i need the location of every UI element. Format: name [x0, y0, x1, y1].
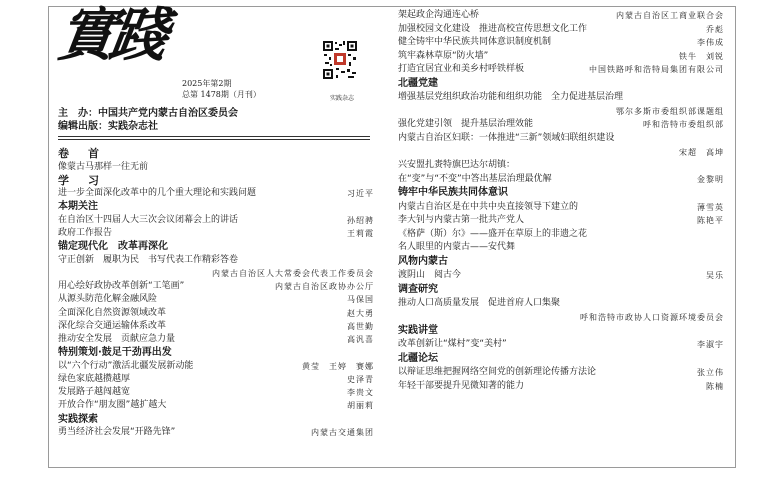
- article-author: 陈艳平: [697, 216, 724, 226]
- article-author: 内蒙古自治区工商业联合会: [616, 11, 724, 20]
- article-author: 王莉霞: [347, 229, 374, 239]
- issue-total: 总第 1478期（月刊）: [182, 90, 261, 99]
- article-title: 政府工作报告: [58, 228, 113, 239]
- article-title: 渡阴山 阅古今: [398, 270, 462, 281]
- article-author: 高汎喜: [347, 335, 374, 344]
- article-author: 吴乐: [706, 271, 724, 281]
- article-title: 强化党建引领 提升基层治理效能: [398, 119, 534, 130]
- article-title: 勇当经济社会发展“开路先锋”: [58, 427, 176, 437]
- section-heading: 实践讲堂: [398, 325, 438, 337]
- article-author: 李贵文: [347, 388, 374, 398]
- section-heading: 锚定现代化 改革再深化: [58, 241, 168, 253]
- article-author: 高世勤: [347, 321, 374, 331]
- logo-calligraphy: 實踐: [53, 1, 167, 69]
- issue-info: [182, 78, 261, 100]
- publisher-line: 编辑出版：实践杂志社: [58, 121, 158, 132]
- section-heading: 铸牢中华民族共同体意识: [398, 187, 508, 199]
- article-author: 薄雪英: [697, 202, 724, 212]
- section-heading: 北疆党建: [398, 78, 438, 89]
- article-author: 史泽青: [347, 374, 374, 384]
- article-title: 推动安全发展 贡献应急力量: [58, 334, 176, 344]
- section-heading: 学 习: [58, 173, 103, 187]
- article-title: 增强基层党组织政治功能和组织功能 全力促进基层治理: [398, 92, 624, 103]
- article-author: 陈楠: [706, 381, 724, 391]
- article-title: 以“六个行动”激活北疆发展新动能: [58, 360, 194, 371]
- article-author: 黄莹 王婷 赛娜: [302, 361, 374, 371]
- article-author: 张立伟: [697, 368, 724, 378]
- article-title: 用心绘好政协改革创新“工笔画”: [58, 281, 185, 292]
- article-author: 宋超 高坤: [679, 147, 724, 157]
- qr-code-icon: [322, 40, 358, 80]
- article-title: 兴安盟扎赉特旗巴达尔胡镇：: [398, 160, 516, 171]
- article-title: 全面深化自然资源领域改革: [58, 307, 167, 318]
- article-author: 内蒙古自治区人大常委会代表工作委员会: [212, 269, 374, 278]
- section-heading: 调查研究: [398, 283, 438, 295]
- article-title: 推动人口高质量发展 促进首府人口集聚: [398, 298, 561, 308]
- magazine-logo: [53, 1, 178, 100]
- article-title: 在自治区十四届人大三次会议闭幕会上的讲话: [58, 214, 239, 225]
- article-author: 呼和浩特市政协人口资源环境委员会: [580, 312, 724, 322]
- section-heading: 北疆论坛: [398, 353, 438, 364]
- article-title: 深化综合交通运输体系改革: [58, 320, 167, 331]
- article-title: 健全铸牢中华民族共同体意识制度机制: [398, 37, 552, 48]
- article-title: 内蒙古自治区是在中共中央直接领导下建立的: [398, 201, 579, 212]
- article-title: 李大钊与内蒙古第一批共产党人: [398, 215, 525, 226]
- article-title: 以辩证思维把握网络空间党的创新理论传播方法论: [398, 367, 597, 378]
- article-title: 守正创新 履职为民 书写代表工作精彩答卷: [58, 254, 239, 265]
- article-title: 发展路子越闯越宽: [58, 387, 131, 398]
- article-title: 架起政企沟通连心桥: [398, 10, 480, 20]
- article-author: 赵大勇: [347, 308, 374, 318]
- article-author: 胡丽莉: [347, 401, 374, 411]
- qr-caption: 实践杂志: [329, 95, 354, 102]
- divider: [58, 136, 370, 137]
- article-author: 孙绍骋: [347, 215, 374, 225]
- article-title: 内蒙古自治区妇联：一体推进“三新”领域妇联组织建设: [398, 133, 615, 143]
- sponsor-line: 主 办：中国共产党内蒙古自治区委员会: [58, 108, 238, 119]
- article-title: 筑牢森林草原“防火墙”: [398, 50, 489, 61]
- article-author: 中国铁路呼和浩特局集团有限公司: [589, 65, 724, 75]
- section-heading: 本期关注: [58, 201, 98, 213]
- article-author: 铁牛 刘锐: [679, 51, 724, 61]
- article-title: 从源头防范化解金融风险: [58, 294, 158, 305]
- article-author: 乔彪: [706, 24, 724, 34]
- article-author: 内蒙古自治区政协办公厅: [275, 282, 374, 292]
- article-title: 《格萨（斯）尔》——盛开在草原上的非遗之花: [398, 228, 588, 239]
- issue-number: 2025年第2期: [182, 79, 232, 88]
- section-heading: 特别策划·鼓足干劲再出发: [58, 347, 172, 359]
- article-title: 绿色家底越攒越厚: [58, 373, 131, 384]
- article-title: 改革创新让“煤村”变“美村”: [398, 339, 507, 350]
- divider: [58, 139, 370, 140]
- article-author: 李淑宇: [697, 340, 724, 350]
- article-title: 打造宜居宜业和美乡村呼铁样板: [398, 64, 525, 75]
- article-title: 名人眼里的内蒙古——安代舞: [398, 242, 516, 253]
- article-title: 开放合作“朋友圈”越扩越大: [58, 400, 167, 411]
- article-title: 加强校园文化建设 推进高校宣传思想文化工作: [398, 23, 588, 34]
- section-heading: 风物内蒙古: [398, 256, 448, 267]
- article-author: 呼和浩特市委组织部: [643, 120, 724, 130]
- article-title: 像蒙古马那样一往无前: [58, 161, 149, 172]
- section-heading: 实践探索: [58, 413, 98, 425]
- article-title: 在“变”与“不变”中答出基层治理最优解: [398, 173, 552, 184]
- section-heading: 卷 首: [58, 147, 103, 160]
- article-author: 习近平: [347, 189, 374, 199]
- article-title: 年轻干部要提升见微知著的能力: [398, 380, 525, 391]
- article-author: 内蒙古交通集团: [311, 428, 374, 437]
- article-author: 李伟成: [697, 38, 724, 48]
- article-author: 马保国: [347, 295, 374, 305]
- article-title: 进一步全面深化改革中的几个重大理论和实践问题: [58, 188, 257, 199]
- article-author: 鄂尔多斯市委组织部课题组: [616, 106, 724, 116]
- sponsor-block: [58, 107, 238, 133]
- article-author: 金黎明: [697, 174, 724, 184]
